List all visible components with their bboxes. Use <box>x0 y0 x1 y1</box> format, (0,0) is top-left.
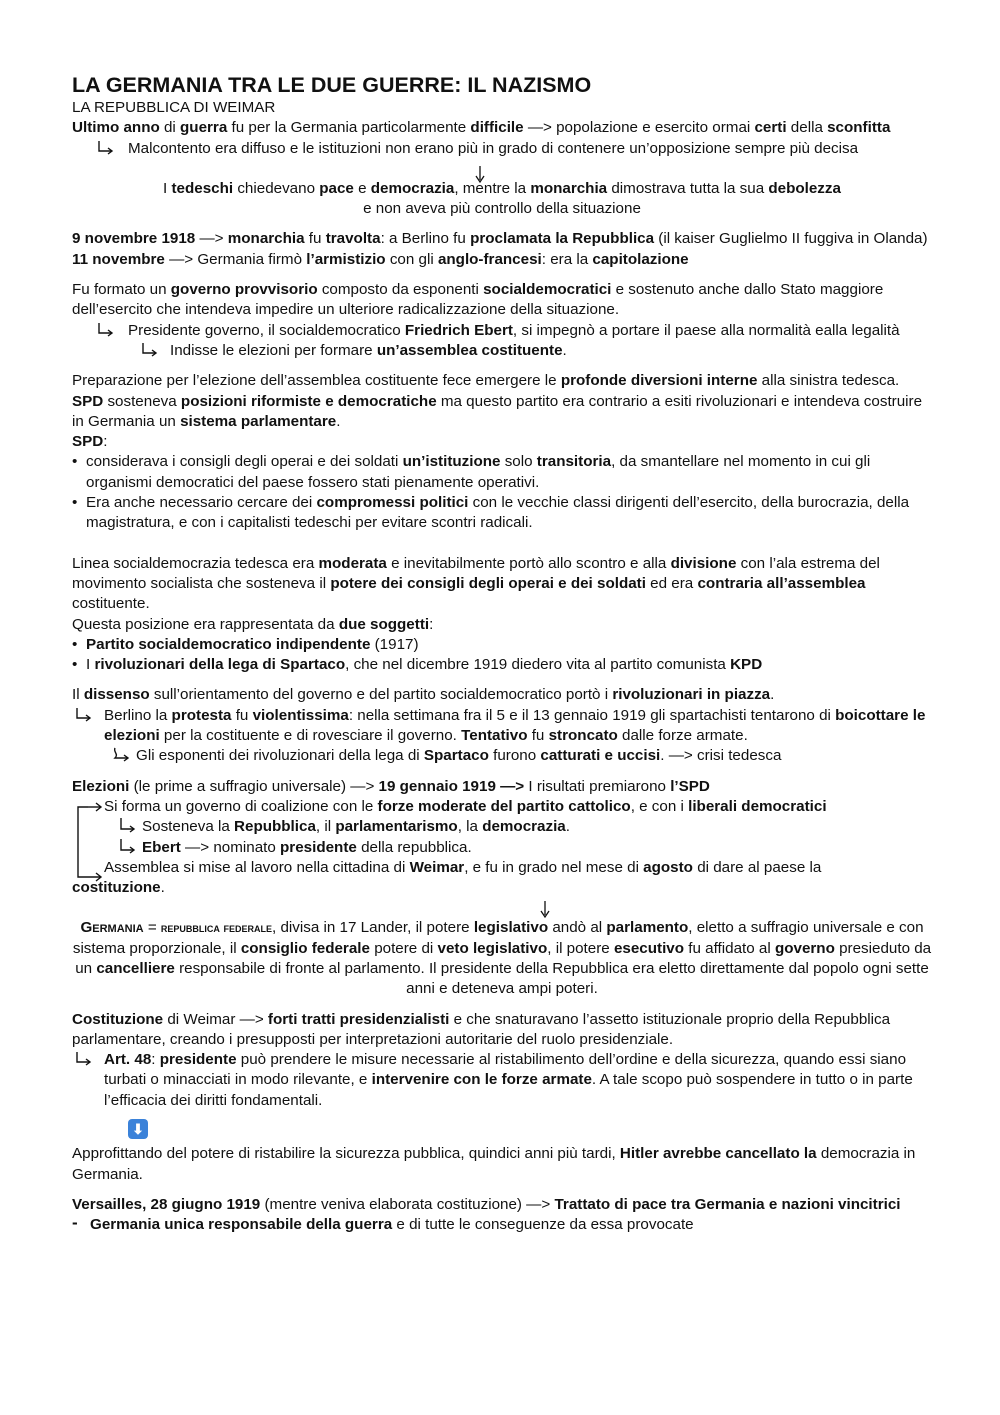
federal-republic-note: Germania = repubblica federale, divisa in 17 Lander, il potere legislativo andò al parlamento, eletto a suffragio universale e con sistema proporzionale, il consiglio federale potere di veto legislativo, il potere esecutivo fu affidato al governo presieduto da un cancelliere responsabile di fronte al parlamento. Il presidente della Repubblica era eletto direttamente dal popolo ogni sette anni e deteneva ampi poteri. <box>72 918 932 999</box>
list-item: • I rivoluzionari della lega di Spartaco, che nel dicembre 1919 diedero vita al partito comunista KPD <box>72 655 932 675</box>
hook-arrow-icon <box>74 1051 94 1069</box>
assembly-sub-point: Assemblea si mise al lavoro nella cittadina di Weimar, e fu in grado nel mese di agosto di dare al paese la <box>104 858 822 876</box>
constituent-preparation-paragraph: Preparazione per l’elezione dell’assemblea costituente fece emergere le profonde diversioni interne alla sinistra tedesca. <box>72 372 900 390</box>
bullet-icon: • <box>72 453 78 471</box>
spd-heading: SPD: <box>72 433 108 451</box>
document-title: LA GERMANIA TRA LE DUE GUERRE: IL NAZISMO <box>72 73 592 97</box>
constitution-word: costituzione. <box>72 879 165 897</box>
intro-sub-point: Malcontento era diffuso e le istituzioni non erano più in grado di contenere un’opposizione sempre più decisa <box>72 139 932 159</box>
dissent-paragraph: Il dissenso sull’orientamento del governo e del partito socialdemocratico portò i rivoluzionari in piazza. <box>72 686 775 704</box>
list-item: • Era anche necessario cercare dei compromessi politici con le vecchie classi dirigenti dell’esercito, della burocrazia, della magistratura, e con i capitalisti tedeschi per evitare scontri radicali. <box>72 494 910 532</box>
down-arrow-emoji-icon: ⬇ <box>128 1119 148 1139</box>
down-arrow-icon <box>473 165 487 185</box>
down-emoji-row <box>72 1119 932 1140</box>
spd-position-paragraph: SPD sosteneva posizioni riformiste e democratiche ma questo partito era contrario a esiti rivoluzionari e intendeva costruire in Germania un sistema parlamentare. <box>72 392 923 430</box>
two-subjects-paragraph: Questa posizione era rappresentata da due soggetti: <box>72 615 434 633</box>
hook-arrow-icon <box>118 818 138 836</box>
section-subtitle: LA REPUBBLICA DI WEIMAR <box>72 99 276 116</box>
hook-arrow-icon <box>74 707 94 725</box>
list-item: - Germania unica responsabile della guerra e di tutte le conseguenze da essa provocate <box>72 1213 694 1234</box>
bullet-icon: • <box>72 656 78 674</box>
republic-sub-point: Sosteneva la Repubblica, il parlamentarismo, la democrazia. <box>72 817 932 837</box>
hook-arrow-icon <box>96 140 116 158</box>
spartacus-sub-point: Gli esponenti dei rivoluzionari della lega di Spartaco furono catturati e uccisi. —> crisi tedesca <box>72 746 932 766</box>
article-48-sub-point: Art. 48: presidente può prendere le misure necessarie al ristabilimento dell’ordine e della sicurezza, quando essi siano turbati o minacciati in modo rilevante, e intervenire con le forze armate. A tale scopo può sospendere in tutto o in parte l’efficacia dei diritti fondamentali. <box>72 1050 932 1111</box>
provisional-government-paragraph: Fu formato un governo provvisorio composto da esponenti socialdemocratici e sostenuto anche dallo Stato maggiore dell’esercito che intendeva impedire un ulteriore radicalizzazione della situazione. <box>72 281 884 319</box>
elections-sub-points <box>72 797 932 898</box>
bullet-icon: • <box>72 494 78 512</box>
centered-note: I tedeschi chiedevano pace e democrazia, mentre la monarchia dimostrava tutta la sua debolezza e non aveva più controllo della situazione <box>72 179 932 220</box>
weimar-constitution-paragraph: Costituzione di Weimar —> forti tratti presidenzialisti e che snaturavano l’assetto istituzionale proprio della Repubblica parlamentare, creando i presupposti per interpretazioni autoritarie del ruolo presidenziale. <box>72 1010 891 1048</box>
intro-paragraph: Ultimo anno di guerra fu per la Germania particolarmente difficile —> popolazione e esercito ormai certi della sconfitta <box>72 119 891 137</box>
ebert-sub-point: Presidente governo, il socialdemocratico Friedrich Ebert, si impegnò a portare il paese alla normalità ealla legalità <box>72 321 932 341</box>
dash-marker: - <box>72 1213 78 1233</box>
elections-1919-paragraph: Elezioni (le prime a suffragio universale) —> 19 gennaio 1919 —> I risultati premiarono l’SPD <box>72 777 710 795</box>
coalition-sub-point: Si forma un governo di coalizione con le forze moderate del partito cattolico, e con i liberali democratici <box>104 797 827 815</box>
document-page <box>72 72 932 1236</box>
hitler-paragraph: Approfittando del potere di ristabilire la sicurezza pubblica, quindici anni più tardi, Hitler avrebbe cancellato la democrazia in Germania. <box>72 1145 916 1183</box>
ebert-president-sub-point: Ebert —> nominato presidente della repubblica. <box>72 838 932 858</box>
list-item: • Partito socialdemocratico indipendente (1917) <box>72 635 932 655</box>
hook-arrow-icon <box>118 839 138 857</box>
november-1918-paragraph: 9 novembre 1918 —> monarchia fu travolta: a Berlino fu proclamata la Repubblica (il kaiser Guglielmo II fuggiva in Olanda) 11 novembre —> Germania firmò l’armistizio con gli anglo-francesi: era la capitolazione <box>72 230 928 268</box>
hook-arrow-icon <box>96 322 116 340</box>
list-item: • considerava i consigli degli operai e dei soldati un’istituzione solo transitoria, da smantellare nel momento in cui gli organismi democratici del paese fossero stati pienamente operativi. <box>72 453 871 491</box>
hook-arrow-icon <box>140 342 160 360</box>
down-arrow-icon <box>538 900 552 920</box>
hook-arrow-icon <box>112 747 132 765</box>
berlin-protest-sub-point: Berlino la protesta fu violentissima: nella settimana fra il 5 e il 13 gennaio 1919 gli spartachisti tentarono di boicottare le elezioni per la costituente e di rovesciare il governo. Tentativo fu stroncato dalle forze armate. <box>72 706 932 747</box>
social-democracy-paragraph: Linea socialdemocrazia tedesca era moderata e inevitabilmente portò allo scontro e alla divisione con l’ala estrema del movimento socialista che sosteneva il potere dei consigli degli operai e dei soldati ed era contraria all’assemblea costituente. <box>72 554 880 613</box>
versailles-paragraph: Versailles, 28 giugno 1919 (mentre veniva elaborata costituzione) —> Trattato di pace tra Germania e nazioni vincitrici <box>72 1195 901 1213</box>
bullet-icon: • <box>72 635 78 653</box>
elections-sub-point: Indisse le elezioni per formare un’assemblea costituente. <box>72 341 932 361</box>
